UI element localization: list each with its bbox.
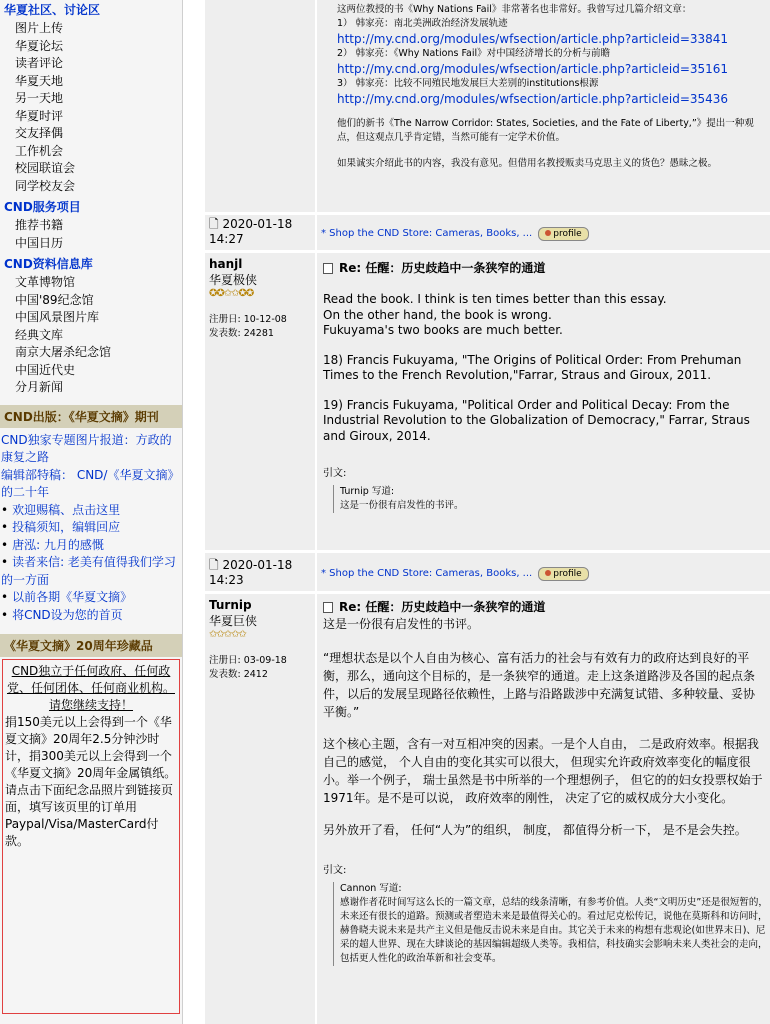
top-post-intro: 这两位教授的书《Why Nations Fail》非常著名也非常好。我曾写过几篇介绍文章： xyxy=(337,4,692,15)
bullet-icon: • xyxy=(1,555,9,569)
main-content xyxy=(205,0,770,1024)
post-icon: 🗋 xyxy=(209,558,219,572)
bullet-icon: • xyxy=(1,520,9,534)
sidebar-item-library-2[interactable]: 中国风景图片库 xyxy=(15,310,100,324)
pub-bullet-item[interactable] xyxy=(0,519,182,537)
bullet-icon: • xyxy=(1,537,9,552)
post1-time: 14:27 xyxy=(209,232,244,246)
post2-time: 14:23 xyxy=(209,573,244,587)
sidebar-library-list xyxy=(0,274,182,397)
post1-post-count: 发表数: 24281 xyxy=(209,328,274,339)
sidebar-item-services-0[interactable]: 推荐书籍 xyxy=(15,218,64,232)
sidebar-head-library[interactable]: CND资料信息库 xyxy=(4,257,93,271)
sidebar-head-community[interactable]: 华夏社区、讨论区 xyxy=(4,3,101,17)
pub-bullet-item[interactable] xyxy=(0,554,182,589)
post2-rank-stars-icon: ✩✩✩✩✩ xyxy=(209,629,246,640)
top-post-body xyxy=(317,0,770,212)
post-title-icon xyxy=(323,263,333,274)
promo-support: 请您继续支持！ xyxy=(48,698,133,712)
top-article-label: 1） 韩家亮：南北美洲政治经济发展轨迹 xyxy=(337,18,508,29)
sidebar-item-community-1[interactable]: 华夏论坛 xyxy=(15,38,64,53)
post-title-icon xyxy=(323,602,333,613)
bullet-icon: • xyxy=(1,502,9,517)
donation-promo xyxy=(2,659,180,1014)
promo-independence: CND独立于任何政府、任何政党、任何团体、任何商业机构。 xyxy=(6,664,175,695)
bullet-icon: • xyxy=(1,590,9,604)
sidebar-item-services-1[interactable]: 中国日历 xyxy=(15,235,64,250)
pub-bullet-link[interactable]: 读者来信: 老美有值得我们学习的一方面 xyxy=(1,555,176,587)
post1-date: 2020-01-18 xyxy=(222,217,293,231)
pub-bullet-link[interactable]: 投稿须知，编辑回应 xyxy=(12,520,121,534)
bullet-icon: • xyxy=(1,607,9,622)
post-icon: 🗋 xyxy=(209,217,219,231)
post1-username[interactable]: hanjl xyxy=(209,257,243,271)
sidebar-item-community-6[interactable]: 交友择偶 xyxy=(15,126,64,140)
post2-shop-cell xyxy=(317,553,770,591)
post2-title: Re: 任醒：历史歧趋中一条狭窄的通道 xyxy=(339,600,546,614)
post2-para: “理想状态是以个人自由为核心、富有活力的社会与有效有力的政府达到良好的平衡，那么，通向这个目标的，是一条狭窄的通道。走上这条道路涉及各国的起点条件，以后的发展呈现路径依赖性，上路与沿路跋涉中充满复试错、多种较量、妥协平衡。” xyxy=(323,650,756,719)
top-article-link[interactable]: http://my.cnd.org/modules/wfsection/article.php?articleid=35161 xyxy=(337,62,729,76)
post2-date: 2020-01-18 xyxy=(222,558,293,572)
post1-body-cell xyxy=(317,253,770,550)
top-post-articles xyxy=(337,17,764,107)
post1-para: Read the book. I think is ten times better than this essay. On the other hand, the book is wrong. Fukuyama's two books are much better. xyxy=(323,292,667,337)
shop-link[interactable]: * Shop the CND Store: Cameras, Books, ... xyxy=(321,228,533,239)
post1-date-cell xyxy=(205,215,315,250)
sidebar-item-library-0[interactable]: 文革博物馆 xyxy=(15,275,76,289)
sidebar-item-library-3[interactable]: 经典文库 xyxy=(15,327,64,342)
anniversary-bar: 《华夏文摘》20周年珍藏品 xyxy=(0,634,182,657)
pub-bullet-list xyxy=(0,502,182,625)
post1-title: Re: 任醒：历史歧趋中一条狭窄的通道 xyxy=(339,261,546,275)
top-post-sidecell xyxy=(205,0,315,212)
post2-author-cell xyxy=(205,594,315,1024)
sidebar-item-library-6[interactable]: 分月新闻 xyxy=(15,380,64,394)
post2-para: 另外放开了看， 任何“人为”的组织， 制度， 都值得分析一下， 是不是会失控。 xyxy=(323,822,747,837)
pub-link-editorial[interactable]: 编辑部特稿： CND/《华夏文摘》的二十年 xyxy=(1,467,180,499)
profile-icon xyxy=(545,230,551,236)
top-post-para2: 他们的新书《The Narrow Corridor: States, Societies, and the Fate of Liberty,”》提出一种观点，但这观点几乎肯定错，当然可能有一定学术价值。 xyxy=(337,118,754,143)
post2-date-cell xyxy=(205,553,315,591)
sidebar-item-community-0[interactable]: 图片上传 xyxy=(15,21,64,35)
sidebar-item-community-4[interactable]: 另一天地 xyxy=(15,91,64,105)
post1-para: 19) Francis Fukuyama, "Political Order and Political Decay: From the Industrial Revolution to the Globalization of Democracy," Farrar, Straus and Giroux, 2014. xyxy=(323,397,750,443)
sidebar-item-community-3[interactable]: 华夏天地 xyxy=(15,73,64,88)
sidebar-head-services[interactable]: CND服务项目 xyxy=(4,200,81,214)
post2-para: 这是一份很有启发性的书评。 xyxy=(323,617,480,631)
pub-bullet-item[interactable] xyxy=(0,607,182,625)
sidebar-services-list xyxy=(0,217,182,252)
pub-bullet-item[interactable] xyxy=(0,502,182,520)
pub-bullet-link[interactable]: 唐泓: 九月的感慨 xyxy=(12,537,104,552)
top-article-link[interactable]: http://my.cnd.org/modules/wfsection/article.php?articleid=35436 xyxy=(337,92,729,106)
sidebar-item-library-5[interactable]: 中国近代史 xyxy=(15,362,76,377)
pub-bullet-link[interactable]: 欢迎赐稿、点击这里 xyxy=(12,502,121,517)
sidebar-item-community-5[interactable]: 华夏时评 xyxy=(15,108,64,123)
shop-link[interactable]: * Shop the CND Store: Cameras, Books, ... xyxy=(321,568,533,579)
pub-link-photo-report[interactable]: CND独家专题图片报道：方政的康复之路 xyxy=(1,432,172,464)
pub-bullet-link[interactable]: 以前各期《华夏文摘》 xyxy=(12,590,133,604)
pub-bullet-item[interactable] xyxy=(0,589,182,607)
profile-button[interactable]: profile xyxy=(538,567,588,581)
top-article-link[interactable]: http://my.cnd.org/modules/wfsection/article.php?articleid=33841 xyxy=(337,32,729,46)
post1-para: 18) Francis Fukuyama, "The Origins of Political Order: From Prehuman Times to the French Revolution,"Farrar, Straus and Giroux, 2011. xyxy=(323,352,742,382)
sidebar-item-community-7[interactable]: 工作机会 xyxy=(15,143,64,158)
sidebar-item-community-9[interactable]: 同学校友会 xyxy=(15,178,76,193)
pub-bullet-link[interactable]: 将CND设为您的首页 xyxy=(12,607,123,622)
publication-bar: CND出版：《华夏文摘》期刊 xyxy=(0,405,182,428)
post1-reg-date: 注册日: 10-12-08 xyxy=(209,314,287,325)
top-article-label: 3） 韩家亮：比较不同殖民地发展巨大差别的institutions根源 xyxy=(337,78,599,89)
sidebar-item-library-4[interactable]: 南京大屠杀纪念馆 xyxy=(15,345,112,359)
post2-quote-author: Cannon 写道: xyxy=(340,882,402,894)
profile-button[interactable]: profile xyxy=(538,227,588,241)
post2-quote-text: 感谢作者花时间写这么长的一篇文章，总结的线条清晰，有参考价值。人类“文明历史”还是很短暂的，未来还有很长的道路。预测或者塑造未来是最值得关心的。看过尼克松传记，说他在莫斯科和访问时，赫鲁晓夫说未来是共产主义但是他反击说未来是自由。其它关于未来的构想有悲观论(如世界末日)、尼采的超人世界、现在大肆谈论的基因编辑超级人类等。我相信，科技确实会影响未来人类社会的走向，包括更人性化的政治革新和社会变革。 xyxy=(340,896,768,964)
post1-rank: 华夏极侠 xyxy=(209,273,258,287)
post2-username[interactable]: Turnip xyxy=(209,598,252,612)
top-article-label: 2） 韩家亮：《Why Nations Fail》对中国经济增长的分析与前瞻 xyxy=(337,48,611,59)
post1-rank-stars-icon: ✪✪✩✩✪✪ xyxy=(209,288,254,299)
pub-bullet-item[interactable] xyxy=(0,537,182,555)
post1-quote-text: 这是一份很有启发性的书评。 xyxy=(340,500,464,511)
post2-reg-date: 注册日: 03-09-18 xyxy=(209,655,287,666)
post1-quote-label: 引文: xyxy=(323,468,347,479)
post2-rank: 华夏巨侠 xyxy=(209,614,258,628)
post2-post-count: 发表数: 2412 xyxy=(209,669,268,680)
sidebar-item-library-1[interactable]: 中国'89纪念馆 xyxy=(15,292,94,307)
profile-icon xyxy=(545,570,551,576)
post1-shop-cell xyxy=(317,215,770,250)
post1-author-cell xyxy=(205,253,315,550)
promo-body: 捐150美元以上会得到一个《华夏文摘》20周年2.5分钟沙时计，捐300美元以上会得到一个《华夏文摘》20周年金属镇纸。请点击下面纪念品照片到链接页面，填写该页里的订单用Paypal/Visa/MasterCard付款。 xyxy=(5,715,177,848)
post2-para: 这个核心主题，含有一对互相冲突的因素。一是个人自由， 二是政府效率。根据我自己的感觉， 个人自由的变化其实可以很大， 但现实允许政府效率变化的幅度很小。举一个例子， 瑞士虽然是书中所举的一个理想例子， 但它的的妇女投票权始于1971年。是不是可以说， 政府效率的刚性， 决定了它的威权成分大小变化。 xyxy=(323,736,763,805)
sidebar-item-community-2[interactable]: 读者评论 xyxy=(15,56,64,70)
sidebar xyxy=(0,0,183,1024)
sidebar-community-list xyxy=(0,20,182,195)
sidebar-item-community-8[interactable]: 校园联谊会 xyxy=(15,161,76,175)
top-post-para3: 如果诚实介绍此书的内容，我没有意见。但借用名教授贩卖马克思主义的货色？愚昧之极。 xyxy=(337,158,718,169)
post2-quote-label: 引文: xyxy=(323,864,347,876)
post2-body-cell xyxy=(317,594,770,1024)
post1-quote-author: Turnip 写道: xyxy=(340,486,395,497)
